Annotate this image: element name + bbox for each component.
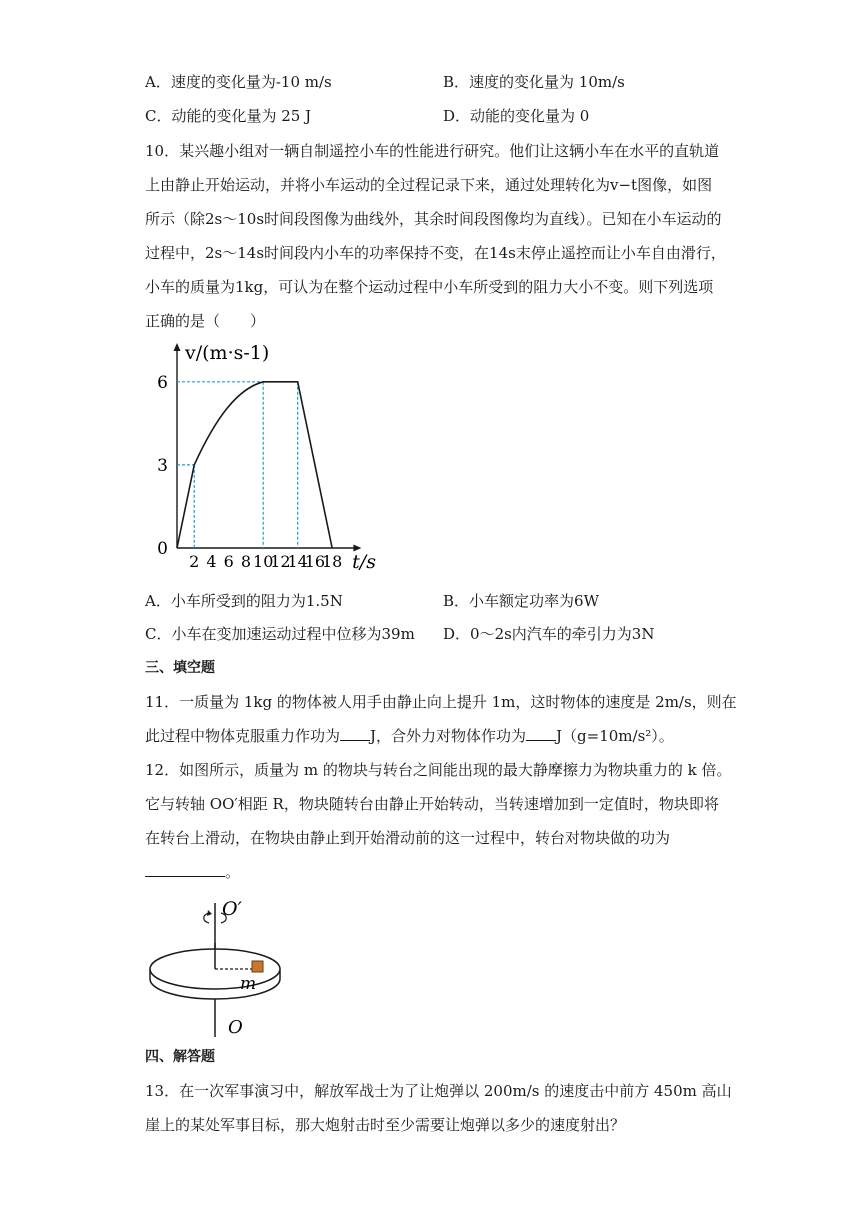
y-axis-label: v/(m·s-1) <box>185 342 270 364</box>
x-tick-label: 2 <box>189 552 200 571</box>
q11-answer-blank-1[interactable] <box>340 726 370 741</box>
x-tick-label: 14 <box>287 552 308 571</box>
q9-option-c: C．动能的变化量为 25 J <box>145 107 312 125</box>
q10-line-6: 正确的是（ ） <box>145 312 266 330</box>
q9-option-b: B．速度的变化量为 10m/s <box>443 73 625 91</box>
mass-label: m <box>240 974 257 994</box>
axis-bottom-label: O <box>228 1017 243 1038</box>
turntable-figure <box>140 893 310 1043</box>
y-tick-label: 0 <box>157 539 168 559</box>
x-tick-label: 10 <box>253 552 274 571</box>
axis-top-label: O′ <box>222 898 242 920</box>
velocity-time-chart <box>150 335 410 580</box>
section-title-fill-in: 三、填空题 <box>145 660 215 676</box>
arrowhead-icon <box>207 910 212 916</box>
q11-line-2 <box>145 725 674 747</box>
x-axis-label: t/s <box>352 551 376 573</box>
q12-line-end: 。 <box>225 863 241 881</box>
mass-block <box>252 961 263 972</box>
q10-option-b: B．小车额定功率为6W <box>443 592 599 610</box>
q13-line-1: 13．在一次军事演习中，解放军战士为了让炮弹以 200m/s 的速度击中前方 450m 高山 <box>145 1082 732 1100</box>
velocity-series-line <box>177 382 332 548</box>
q10-line-3: 所示（除2s～10s时间段图像为曲线外，其余时间段图像均为直线）。已知在小车运动的 <box>145 210 722 228</box>
q10-line-5: 小车的质量为1kg，可认为在整个运动过程中小车所受到的阻力大小不变。则下列选项 <box>145 278 714 296</box>
q10-option-a: A．小车所受到的阻力为1.5N <box>145 592 343 610</box>
q13-line-2: 崖上的某处军事目标，那大炮射击时至少需要让炮弹以多少的速度射出？ <box>145 1116 626 1134</box>
x-tick-label: 4 <box>206 552 217 571</box>
q12-line-1: 12．如图所示，质量为 m 的物块与转台之间能出现的最大静摩擦力为物块重力的 k 倍。 <box>145 761 732 779</box>
x-tick-label: 16 <box>304 552 326 571</box>
q11-answer-blank-2[interactable] <box>526 726 556 741</box>
q11-line-1: 11．一质量为 1kg 的物体被人用手由静止向上提升 1m，这时物体的速度是 2m/s，则在 <box>145 693 737 711</box>
section-title-answer: 四、解答题 <box>145 1049 215 1065</box>
q9-option-d: D．动能的变化量为 0 <box>443 107 590 125</box>
x-tick-label: 8 <box>240 552 252 571</box>
q12-answer-blank[interactable] <box>145 862 225 877</box>
y-axis-arrow-icon <box>174 343 181 351</box>
q11-text-c: J（g=10m/s²）。 <box>556 727 674 745</box>
q12-line-2: 它与转轴 OO′相距 R，物块随转台由静止开始转动，当转速增加到一定值时，物块即将 <box>145 795 719 813</box>
y-tick-label: 6 <box>157 372 168 393</box>
q9-option-a: A．速度的变化量为-10 m/s <box>145 73 332 91</box>
q10-line-4: 过程中，2s～14s时间段内小车的功率保持不变，在14s末停止遥控而让小车自由滑行， <box>145 244 726 262</box>
q12-line-3: 在转台上滑动，在物块由静止到开始滑动前的这一过程中，转台对物块做的功为 <box>145 829 671 847</box>
x-tick-label: 18 <box>321 552 343 571</box>
q11-text-a: 此过程中物体克服重力作功为 <box>145 727 341 745</box>
y-tick-label: 3 <box>157 455 168 476</box>
q10-line-1: 10．某兴趣小组对一辆自制遥控小车的性能进行研究。他们让这辆小车在水平的直轨道 <box>145 142 720 160</box>
q11-text-b: J，合外力对物体作功为 <box>370 727 527 745</box>
q12-line-4 <box>145 861 240 883</box>
x-tick-label: 6 <box>223 552 234 571</box>
q10-option-d: D．0～2s内汽车的牵引力为3N <box>443 625 655 643</box>
x-tick-label: 12 <box>270 552 291 571</box>
q10-option-c: C．小车在变加速运动过程中位移为39m <box>145 625 415 643</box>
q10-line-2: 上由静止开始运动，并将小车运动的全过程记录下来，通过处理转化为v−t图像，如图 <box>145 176 713 194</box>
